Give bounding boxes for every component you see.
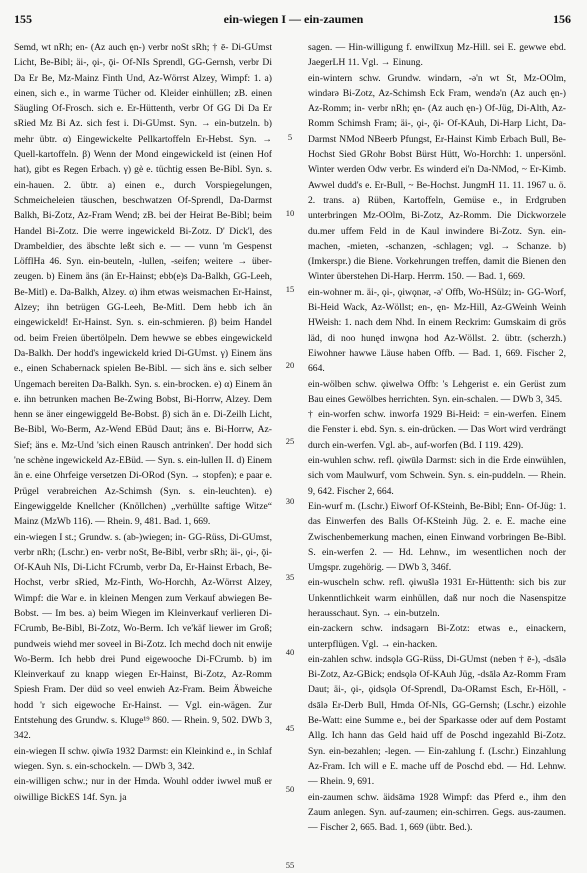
entry-paragraph: ein-zahlen schw. indsǫlǝ GG-Rüss, Di-GUmst (neben † ē-), -dsālǝ Bi-Zotz, Az-GBick; endsǫlǝ Of-KAuh Jüg, -dsālǝ Az-Romm Fram Daut; äi-, ǫi-, ǫidsǫlǝ Of-Sprendl, Da-ORamst Esch, Er-Höll, -dsālǝ Er-Derb Bull, Hmda Of-NIs, GG-Gernsh; (Lschr.) eizohle Be-Watt: eine Summe e., bei der Sparkasse oder auf dem Postamt Allg. Ich hann das Geld haid uff de Poschd ingezahld Bi-Zotz. Syn. ein-bezahlen; -legen. — Ein-zahlung f. (Lschr.) Einzahlung Az-Fram. Ich will e E. mache uff de Poschd ebd. — Hd. Lehnw. — Rhein. 9, 691.: [308, 653, 566, 788]
line-number: 10: [285, 208, 295, 218]
entry-paragraph: † ein-worfen schw. inworfǝ 1929 Bi-Heid: = ein-werfen. Einem die Fenster i. ebd. Syn. s. ein-drücken. — Das Wort wird verdrängt durch ein-werfen. Vgl. ab-, auf-worfen (Bd. I 119. 429).: [308, 409, 566, 451]
entry-paragraph: ein-wuhlen schw. refl. ǫiwūlǝ Darmst: sich in die Erde einwühlen, sich vom Maulwurf, vom Schwein. Syn. s. ein-puddeln. — Rhein. 9, 642. Fischer 2, 664.: [308, 455, 566, 497]
entry-paragraph: Ein-wurf m. (Lschr.) Eiworf Of-KSteinh, Be-Bibl; Enn- Of-Jüg: 1. das Einwerfen des Balls Of-KSteinh Jüg. 2. e. E. mache eine Zwischenbemerkung machen, einen Einwand vorbringen Be-Bibl. S. ein-werfen 2. — Hd. Lehnw., im wesentlichen noch der Umgspr. zugehörig. — DWb 3, 346f.: [308, 500, 566, 574]
page-header: [0, 0, 587, 30]
entry-paragraph: sagen. — Hin-willigung f. enwilīxuŋ Mz-Hill. sei E. gewwe ebd. JaegerLH 11. Vgl. → Einung.: [308, 42, 566, 69]
entry-paragraph: ein-wintern schw. Grundw. windǝrn, -ǝ'n wt St, Mz-OOlm, windǝrǝ Bi-Zotz, Az-Schimsh Eck Fram, wendǝ'n (Az auch ęn-) Az-Romm; in- verbr nRh; ęn- (Az auch ęn-) Of-Jüg, Di-Alth, Az-Romm Schimsh Fram; äi-, ǫi-, ǭi- Of-KAuh, Di-Harp Licht, Da-Darmst NMod NBeerb Pfungst, Er-Hainst Kimb Erbach Bull, Be-Hochst Sied GRohr Bobst Bürst Hütt, Wo-Horchh: 1. unpersönl. Winter werden Odw verbr. Es winderd ei'n Da-NMod, ~ Er-Kimb. Awwel dudd's e. Er-Bull, ~ Be-Hochst. JungmH 11. 11. 1967 u. ö. 2. trans. a) Rüben, Kartoffeln, Gemüse e., in Erdgruben unterbringen Mz-OOlm, Bi-Zotz, Az-Romm. Die Dickworzele du.mer uffem Feld in de Kaul inwindere Bi-Zotz. Syn. ein-machen, -mieten, -schanzen, -schlagen; vgl. → Schanze. b) (Imkerspr.) die Biene. Vorkehrungen treffen, damit die Bienen den Winter überstehen Di-Harp. Herrm. 150. — Bad. 1, 669.: [308, 72, 566, 283]
entry-paragraph: ein-wuscheln schw. refl. ǫiwušlǝ 1931 Er-Hüttenth: sich bis zur Unkenntlichkeit warm einhüllen, daß nur noch die Nasenspitze herausschaut. Syn. → ein-butzeln.: [308, 577, 566, 619]
left-column: [14, 40, 272, 805]
line-number: 30: [285, 496, 295, 506]
entry-paragraph: ein-willigen schw.; nur in der Hmda. Wouhl odder iwwel muß er oiwillige BickES 14f. Syn. ja: [14, 776, 272, 803]
page-number-left: 155: [14, 12, 32, 26]
entry-paragraph: ein-zackern schw. indsagǝrn Bi-Zotz: etwas e., einackern, unterpflügen. Vgl. → ein-hacken.: [308, 623, 566, 650]
line-number: 35: [285, 572, 295, 582]
entry-paragraph: ein-wölben schw. ǫiwelwǝ Offb: 's Lehgerist e. ein Gerüst zum Bau eines Gewölbes herrichten. Syn. ein-schalen. — DWb 3, 345.: [308, 378, 566, 405]
entry-paragraph: ein-wiegen II schw. ǫiwīǝ 1932 Darmst: ein Kleinkind e., in Schlaf wiegen. Syn. s. ein-schockeln. — DWb 3, 342.: [14, 745, 272, 772]
line-number: 40: [285, 647, 295, 657]
line-number: 55: [285, 860, 295, 870]
line-number: 5: [287, 132, 293, 142]
line-number: 25: [285, 436, 295, 446]
running-title: ein-wiegen I — ein-zaumen: [223, 12, 364, 26]
page-number-right: 156: [553, 12, 571, 26]
line-number: 45: [285, 723, 295, 733]
line-number: 50: [285, 784, 295, 794]
entry-paragraph: ein-wohner m. äi-, ǫi-, ǫiwǫnǝr, -ǝ' Offb, Wo-HSülz; in- GG-Worf, Bi-Heid Wack, Az-Wöllst; en-, ęn- Mz-Hill, Az-GWeinh Weinh HWeish: 1. nach dem Nhd. In einem Reckrim: Gumskaim di grös läd, di noo hunęd inwǫnǝ hod Az-Wöllst. 2. übtr. (scherzh.) Eiwohner hawwe Läuse haben Offb. — Bad. 1, 669. Fischer 2, 664.: [308, 286, 566, 375]
entry-paragraph: ein-wiegen I st.; Grundw. s. (ab-)wiegen; in- GG-Rüss, Di-GUmst, verbr nRh; (Lschr.) en- verbr noSt, Be-Bibl, verbr sRh; äi-, ǫi-, ǭi- Of-KAuh NIs, Di-Licht FCrumb, verbr Da, Er-Hainst Erbach, Be-Hochst, verbr sRied, Mz-Finth, Wo-Horchh, Az-Wörrst Alzey, Wimpf: die War e. in kleinen Mengen zum Verkauf abwiegen Be-Bobst. — Im bes. a) beim Wiegen im Kleinverkauf verlieren Di-FCrumb, Be-Bibl, Bi-Zotz, Wo-Berm. Ich ve'käf liewer im Groß; pundweis wiehd mer soveel in Bi-Zotz. Ich mechd doch nit enwije Wo-Berm. Ich hebb drei Pund eigewooche Di-FCrumb. b) im Kleinverkauf zu knapp wiegen Er-Hainst, Bi-Zotz, Az-Romm Spiesh Fram. Der düd so veel enwieh Az-Fram. Beim Äbweiche hodd 'r sich eigewoche Er-Hainst. — Vgl. ein-wägen. Zur Entstehung des Grundw. s. Kluge¹⁹ 860. — Rhein. 9, 502. DWb 3, 342.: [14, 531, 272, 742]
right-column: [308, 40, 566, 835]
line-number: 15: [285, 284, 295, 294]
entry-paragraph: ein-zaumen schw. äidsāmǝ 1928 Wimpf: das Pferd e., ihm den Zaum anlegen. Syn. auf-zaumen; ein-schirren. Gegs. aus-zaumen. — Fischer 2, 665. Bad. 1, 669 (übtr. Bed.).: [308, 791, 566, 834]
line-number: 20: [285, 360, 295, 370]
entry-paragraph: Semd, wt nRh; en- (Az auch ęn-) verbr noSt sRh; † ē- Di-GUmst Licht, Be-Bibl; äi-, ǫi-, ǭi- Of-NIs Sprendl, GG-Gernsh, verbr Di Da Er Be, Mz-Mainz Finth Und, Az-Wörrst Alzey, Wimpf: 1. a) einen, sich e., in warme Tücher od. Kleider einhüllen; zB. einen Säugling Of-Frosch. sich e. Er-Hüttenth, verbr Of GG Di Da Er sRied Mz Bi Az. sich fest i. Di-GUmst. Syn. → ein-butzeln. b) mehr übtr. α) Eingewickelte Pellkartoffeln Er-Hebst. Syn. → Quell-kartoffeln. β) Wenn der Mond eingewickeld ist (einen Hof hat), gibt es Regen Erbach. γ) gè e. tüchtig essen Be-Bibl. Syn. s. ein-hauen. 2. übtr. a) einen e., durch Vorspiegelungen, Schmeicheleien täuschen, beschwatzen Of-Sprendl, Da-Darmst Balkh, Bi-Zotz, Az-Fram Wend; zB. bei der Heirat Be-Bibl; beim Handel Bi-Zotz. Die werre ingewickeld Bi-Zotz. D' Dick'l, des Drambeldier, des äbschte leßt sich e. — — vunn 'm Gespenst LöfflHa 46. Syn. ein-beuteln, -lullen, -seifen; weitere → über-zeugen. b) Einem äns (än Er-Hainst; ebb(e)s Da-Balkh, GG-Leeh, Be-Mitl) e. Da-Balkh, Alzey. α) ihm etwas weismachen Er-Hainst, Alzey; ihn betrügen GG-Leeh, Be-Mitl. Dem hebb ich än eingewickeld! Er-Hainst. Syn. s. ein-schmieren. β) beim Handel od. beim Freien übertölpeln. Dem hewwe se ebbes eingewickeld Da-Balkh. Der hodd's ingewickeld kried Di-GUmst. γ) Einem äns e., einen Schabernack spielen Be-Bibl. — sich äns e. sich selber Ungemach bereiten Da-Balkh. Syn. s. ein-brocken. e) α) Einem än e. ihn betrunken machen Be-Zwing Bobst, Bi-Horrw, Alzey. Dem henn se äner eingewiggeld Be-Bobst. β) sich än e. Di-Zeilh Licht, Be-Bibl, Wo-Berm, Az-Wend EBüd Daut; äns e. Bi-Horrw, Az-Sief; äns e. Mz-Und 'sich einen Rausch antrinken'. Der hodd sich 'ne schène ingewickeld Az-EBüd. — Syn. s. ein-lullen II. d) Einem än e. eine Ohrfeige versetzen Di-ORod (Syn. → stopfen); e paar e. Prügel verabreichen Az-Schimsh (Syn. s. ein-leuchten). e) Eingewiggelde Knellcher (Knöllchen) „verhüllte saftige Witze“ Mainz (MzWb 116). — Rhein. 9, 481. Bad. 1, 669.: [14, 42, 272, 528]
